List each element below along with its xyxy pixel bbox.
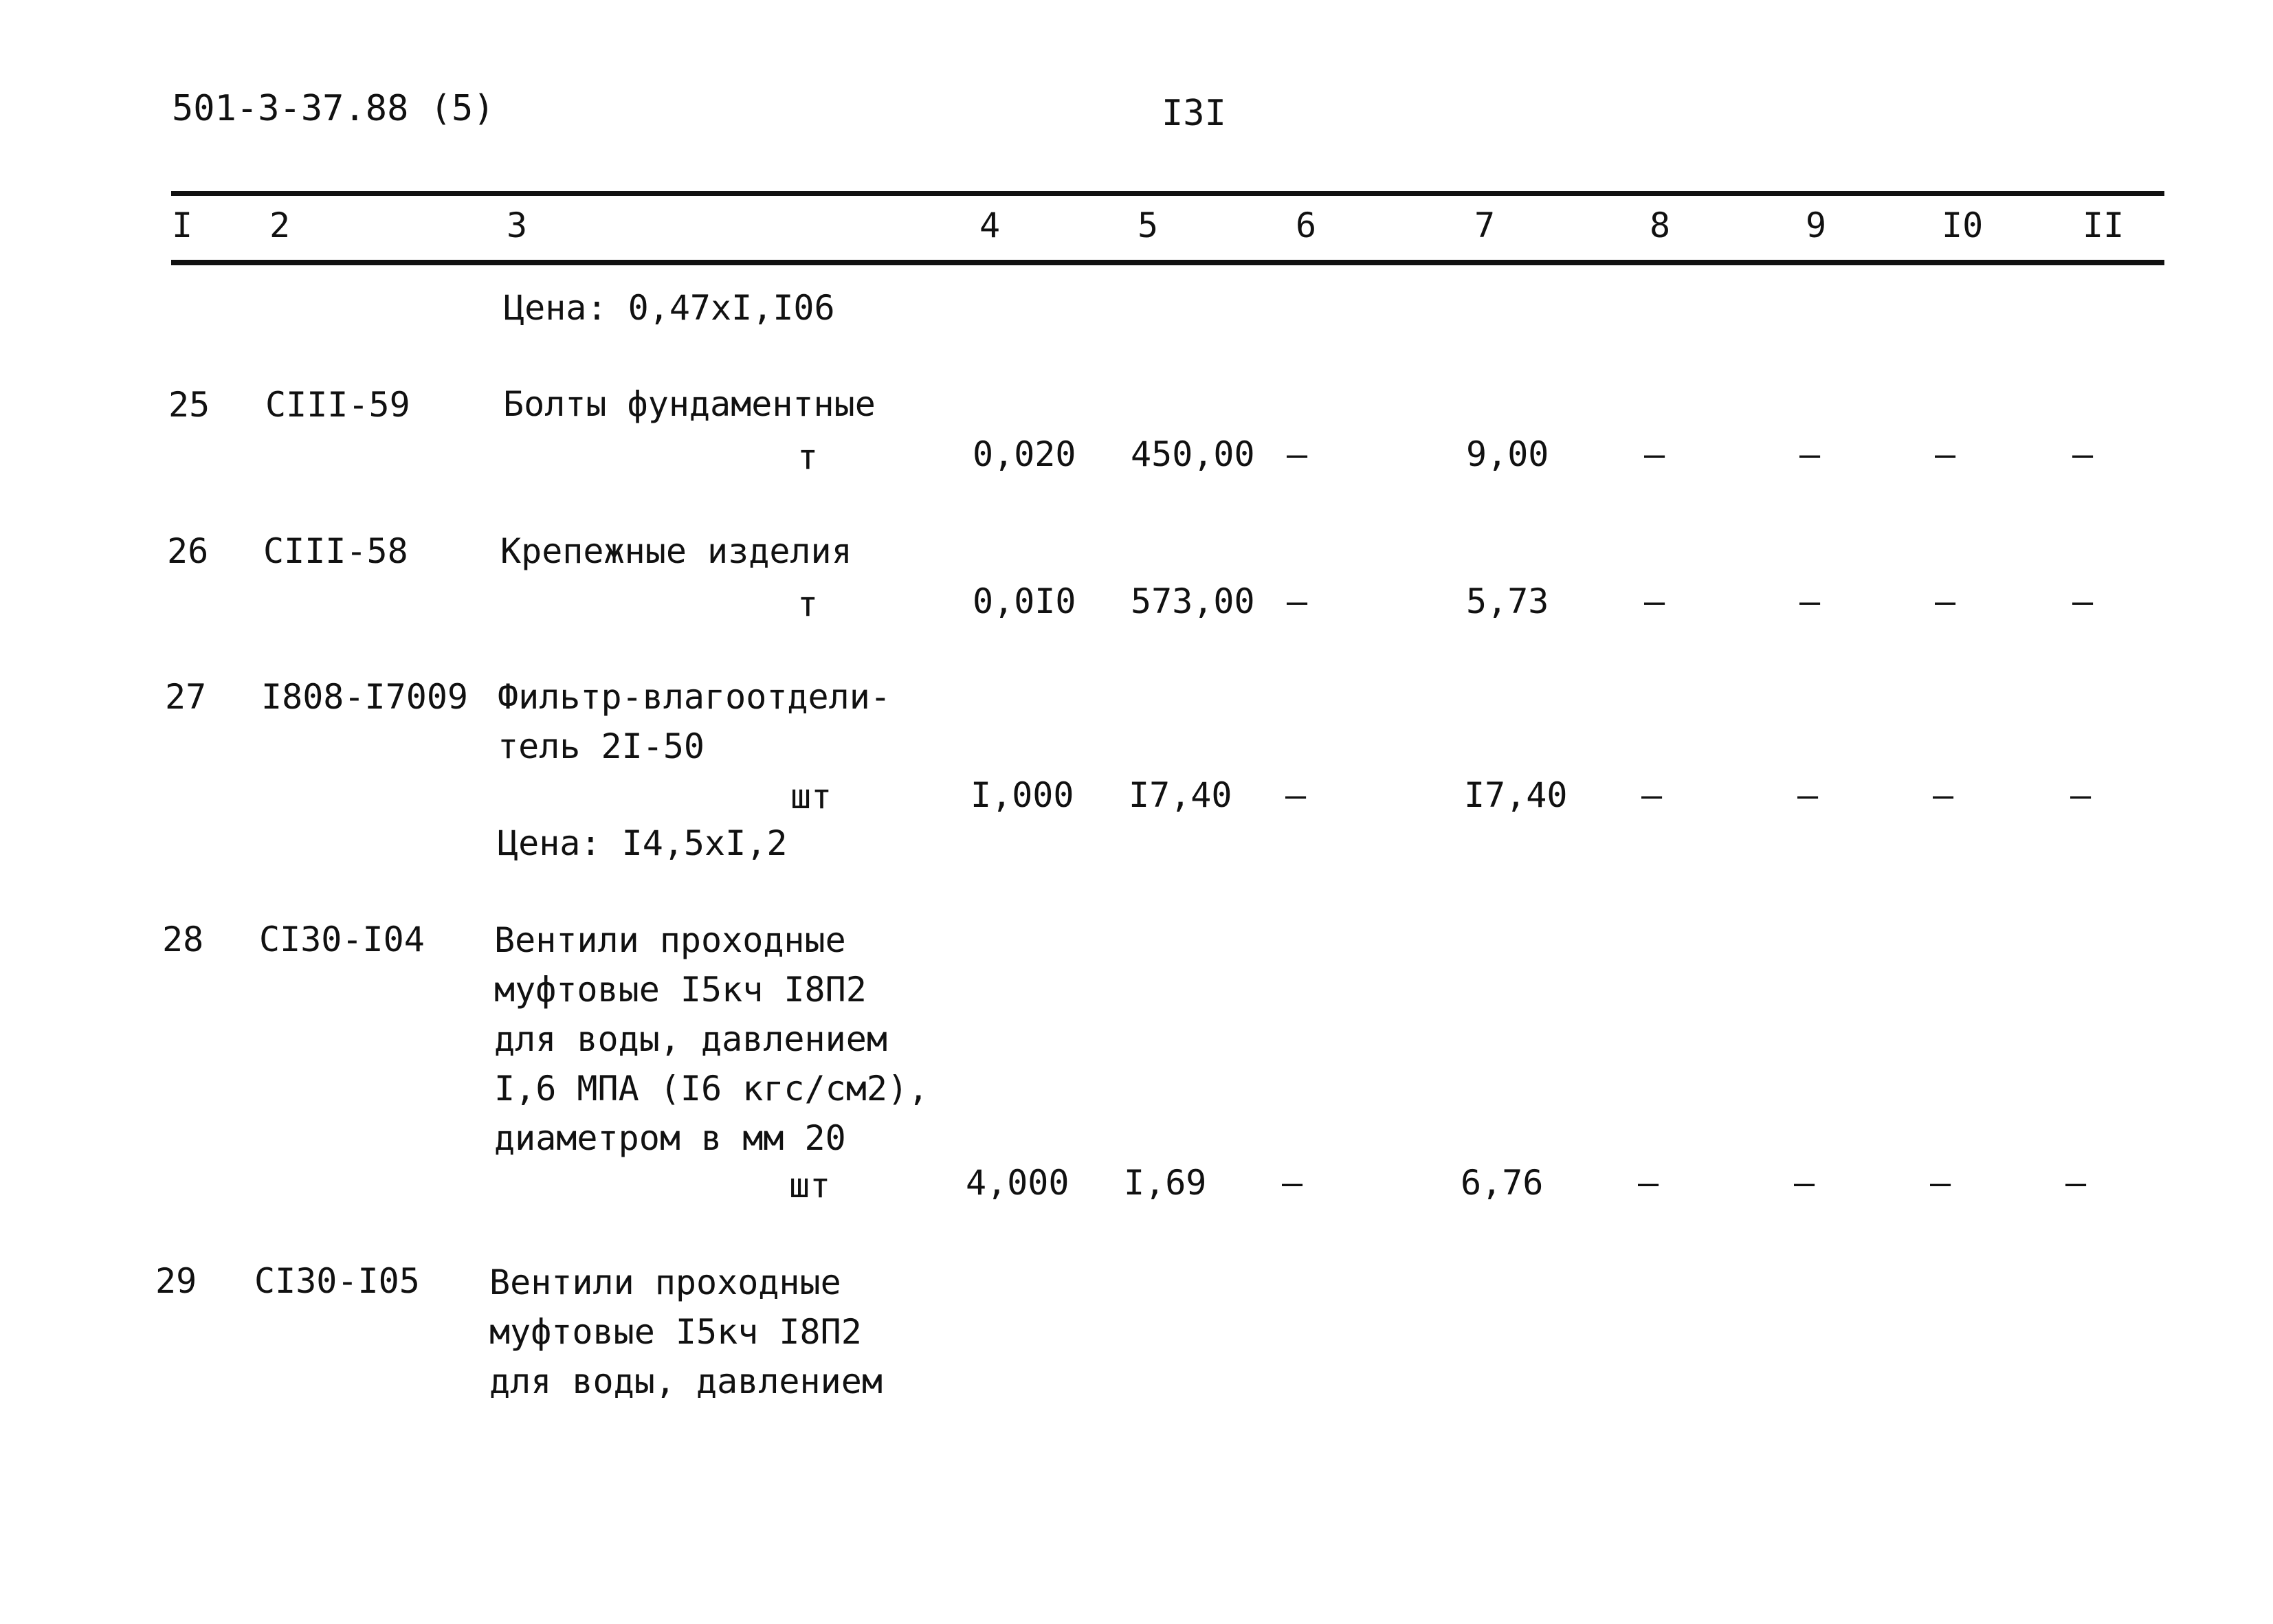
row-code: СI30-I05 — [254, 1261, 420, 1301]
row-col11: – — [2072, 581, 2094, 621]
col-header-2: 2 — [269, 205, 291, 245]
row-description: Крепежные изделия — [500, 531, 852, 571]
row-price: 573,00 — [1131, 581, 1255, 621]
row-col6: – — [1282, 1163, 1303, 1203]
col-header-10: I0 — [1942, 205, 1984, 245]
row-total: 9,00 — [1466, 434, 1549, 474]
row-col11: – — [2072, 434, 2094, 474]
table-header-bottom-rule — [171, 260, 2164, 265]
row-col6: – — [1285, 775, 1307, 815]
row-quantity: 0,020 — [973, 434, 1076, 474]
col-header-11: II — [2083, 205, 2125, 245]
row-price: I,69 — [1124, 1163, 1207, 1203]
col-header-5: 5 — [1138, 205, 1159, 245]
row-unit: шт — [789, 1166, 831, 1205]
row-col8: – — [1644, 434, 1665, 474]
col-header-3: 3 — [507, 205, 528, 245]
row-unit: шт — [790, 777, 832, 816]
row-description: Фильтр-влагоотдели- тель 2I-50 — [498, 677, 891, 766]
row-col9: – — [1799, 581, 1821, 621]
row-number: 25 — [168, 385, 210, 425]
row-code: СIII-59 — [265, 385, 410, 425]
row-total: I7,40 — [1464, 775, 1568, 815]
row-number: 29 — [155, 1261, 197, 1301]
row-number: 26 — [167, 531, 209, 571]
row-col11: – — [2065, 1163, 2087, 1203]
row-description: Вентили проходные муфтовые I5кч I8П2 для воды, давлением I,6 МПА (I6 кгс/см2), диаметром в мм 20 — [494, 920, 929, 1158]
col-header-7: 7 — [1474, 205, 1496, 245]
col-header-4: 4 — [979, 205, 1001, 245]
row-col9: – — [1797, 775, 1819, 815]
col-header-9: 9 — [1806, 205, 1827, 245]
row-price-note: Цена: I4,5хI,2 — [498, 823, 788, 863]
row-price: I7,40 — [1129, 775, 1232, 815]
row-unit: т — [797, 437, 819, 477]
row-col6: – — [1287, 581, 1308, 621]
row-code: I808-I7009 — [261, 677, 469, 717]
row-col9: – — [1799, 434, 1821, 474]
col-header-6: 6 — [1296, 205, 1317, 245]
row-col9: – — [1794, 1163, 1815, 1203]
row-col10: – — [1935, 581, 1956, 621]
row-number: 27 — [165, 677, 207, 717]
row-quantity: 4,000 — [966, 1163, 1069, 1203]
row-quantity: I,000 — [971, 775, 1074, 815]
table-top-rule — [171, 191, 2164, 196]
row-quantity: 0,0I0 — [973, 581, 1076, 621]
col-header-1: I — [172, 205, 193, 245]
row-col10: – — [1935, 434, 1956, 474]
row-col8: – — [1638, 1163, 1659, 1203]
price-note-top: Цена: 0,47хI,I06 — [504, 288, 835, 328]
row-unit: т — [797, 584, 819, 624]
row-number: 28 — [162, 920, 204, 959]
row-col8: – — [1641, 775, 1663, 815]
row-col6: – — [1287, 434, 1308, 474]
row-code: СI30-I04 — [259, 920, 425, 959]
row-total: 5,73 — [1466, 581, 1549, 621]
row-code: СIII-58 — [263, 531, 408, 571]
row-price: 450,00 — [1131, 434, 1255, 474]
row-col11: – — [2070, 775, 2092, 815]
page-number: I3I — [1162, 93, 1226, 134]
col-header-8: 8 — [1650, 205, 1671, 245]
row-description: Вентили проходные муфтовые I5кч I8П2 для воды, давлением — [489, 1263, 883, 1401]
row-col8: – — [1644, 581, 1665, 621]
document-code: 501-3-37.88 (5) — [172, 88, 495, 129]
row-description: Болты фундаментные — [503, 384, 876, 424]
row-col10: – — [1930, 1163, 1951, 1203]
row-total: 6,76 — [1461, 1163, 1544, 1203]
row-col10: – — [1933, 775, 1954, 815]
